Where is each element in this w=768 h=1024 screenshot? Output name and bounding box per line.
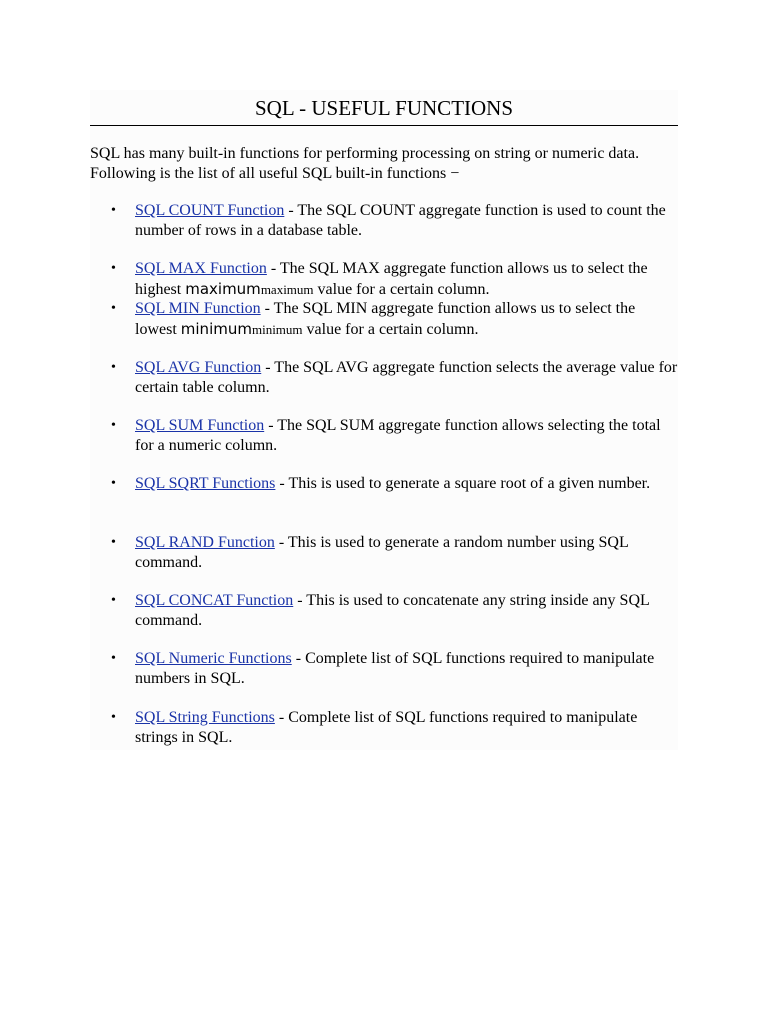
item-keyword-small: minimum: [251, 322, 303, 337]
list-item-min: [111, 299, 680, 340]
item-description: - Complete list of SQL functions required to manipulate strings in SQL.: [135, 709, 638, 746]
list-item-avg: [111, 358, 680, 398]
item-description-end: value for a certain column.: [313, 281, 490, 298]
item-description: - This is used to generate a square root of a given number.: [275, 475, 651, 492]
list-item-sum: [111, 416, 680, 456]
list-item-string: [111, 708, 680, 748]
bullet-icon: •: [111, 593, 116, 608]
bullet-icon: •: [111, 476, 116, 491]
item-description: - The SQL SUM aggregate function allows selecting the total for a numeric column.: [135, 417, 661, 454]
item-description: - Complete list of SQL functions required to manipulate numbers in SQL.: [135, 650, 655, 687]
list-item-rand: [111, 533, 680, 573]
bullet-icon: •: [111, 710, 116, 725]
link-sql-sum-function[interactable]: SQL SUM Function: [135, 417, 265, 434]
item-description: - The SQL AVG aggregate function selects the average value for certain table column.: [135, 359, 678, 396]
link-sql-concat-function[interactable]: SQL CONCAT Function: [135, 592, 294, 609]
link-sql-rand-function[interactable]: SQL RAND Function: [135, 534, 275, 551]
item-description-end: value for a certain column.: [302, 321, 479, 338]
bullet-icon: •: [111, 535, 116, 550]
list-item-concat: [111, 591, 680, 631]
link-sql-numeric-functions[interactable]: SQL Numeric Functions: [135, 650, 292, 667]
item-description: - The SQL MAX aggregate function allows us to select the highest: [135, 260, 648, 298]
item-keyword: maximum: [185, 280, 261, 298]
link-sql-sqrt-functions[interactable]: SQL SQRT Functions: [135, 475, 276, 492]
link-sql-string-functions[interactable]: SQL String Functions: [135, 709, 275, 726]
link-sql-max-function[interactable]: SQL MAX Function: [135, 260, 267, 277]
bullet-icon: •: [111, 418, 116, 433]
bullet-icon: •: [111, 651, 116, 666]
document-page: [90, 90, 678, 750]
intro-paragraph: SQL has many built-in functions for performing processing on string or numeric data. Following is the list of all useful SQL built-in functions −: [90, 145, 640, 182]
item-keyword: minimum: [180, 320, 252, 338]
item-description: - The SQL MIN aggregate function allows us to select the lowest: [135, 300, 636, 338]
link-sql-count-function[interactable]: SQL COUNT Function: [135, 202, 285, 219]
item-description: - This is used to concatenate any string inside any SQL command.: [135, 592, 650, 629]
list-item-count: [111, 201, 680, 241]
page-title: SQL - USEFUL FUNCTIONS: [90, 90, 678, 126]
link-sql-min-function[interactable]: SQL MIN Function: [135, 300, 261, 317]
list-item-max: [111, 259, 680, 300]
item-description: - The SQL COUNT aggregate function is used to count the number of rows in a database table.: [135, 202, 666, 239]
bullet-icon: •: [111, 301, 116, 316]
bullet-icon: •: [111, 203, 116, 218]
list-item-numeric: [111, 649, 680, 689]
bullet-icon: •: [111, 360, 116, 375]
item-description: - This is used to generate a random number using SQL command.: [135, 534, 629, 571]
item-keyword-small: maximum: [260, 282, 314, 297]
link-sql-avg-function[interactable]: SQL AVG Function: [135, 359, 262, 376]
list-item-sqrt: [111, 474, 680, 494]
bullet-icon: •: [111, 261, 116, 276]
